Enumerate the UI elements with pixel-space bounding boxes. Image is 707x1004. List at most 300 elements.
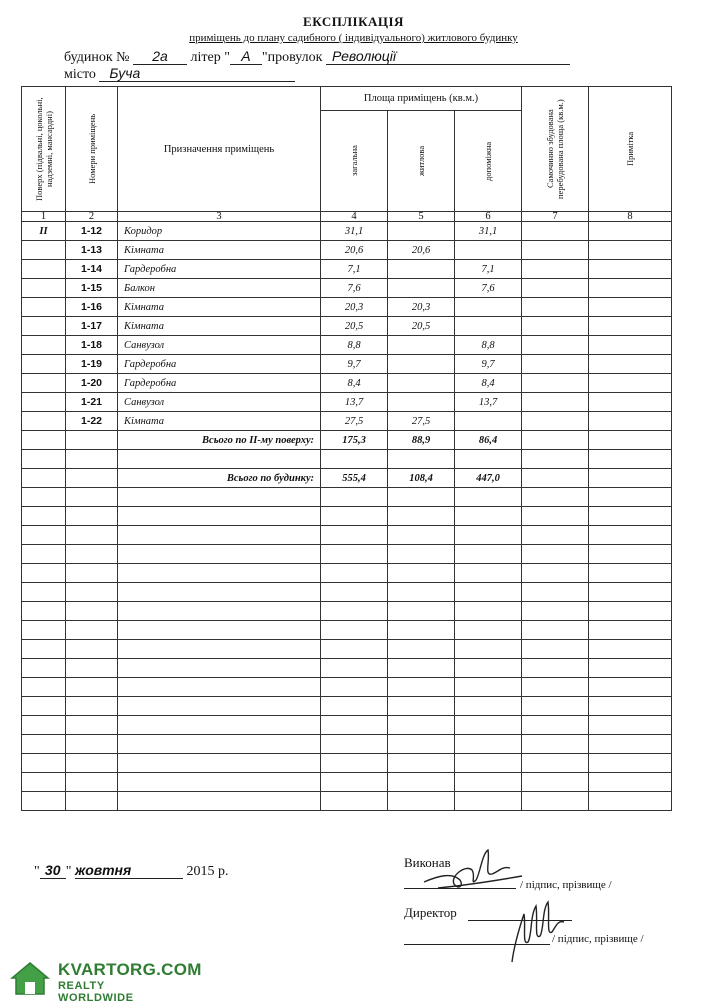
- room-number-cell: 1-17: [66, 317, 118, 336]
- empty-row: [22, 792, 672, 811]
- empty-cell: [589, 697, 672, 716]
- empty-cell: [388, 678, 455, 697]
- empty-cell: [66, 754, 118, 773]
- empty-cell: [589, 792, 672, 811]
- empty-cell: [522, 450, 589, 469]
- total-area-cell: 20,3: [321, 298, 388, 317]
- empty-cell: [388, 773, 455, 792]
- empty-row: [22, 488, 672, 507]
- empty-cell: [66, 583, 118, 602]
- executor-signature: [418, 846, 528, 898]
- empty-cell: [22, 640, 66, 659]
- empty-cell: [589, 678, 672, 697]
- empty-cell: [321, 716, 388, 735]
- empty-cell: [22, 602, 66, 621]
- empty-cell: [118, 697, 321, 716]
- empty-cell: [455, 488, 522, 507]
- empty-cell: [455, 754, 522, 773]
- total-area-cell: 20,5: [321, 317, 388, 336]
- empty-cell: [321, 792, 388, 811]
- empty-cell: [118, 659, 321, 678]
- room-purpose-cell: Балкон: [118, 279, 321, 298]
- document-subtitle: приміщень до плану садибного ( індивідуального) житлового будинку: [189, 32, 518, 44]
- empty-cell: [321, 450, 388, 469]
- empty-cell: [321, 735, 388, 754]
- room-purpose-cell: Кімната: [118, 317, 321, 336]
- empty-cell: [22, 659, 66, 678]
- aux-area-cell: 8,8: [455, 336, 522, 355]
- explication-table: [21, 86, 672, 811]
- empty-cell: [22, 450, 66, 469]
- total-area-cell: 8,8: [321, 336, 388, 355]
- note-cell: [589, 393, 672, 412]
- empty-cell: [388, 507, 455, 526]
- empty-cell: [22, 697, 66, 716]
- empty-cell: [388, 545, 455, 564]
- col-note-header: Примітка: [589, 87, 672, 212]
- aux-area-cell: 31,1: [455, 222, 522, 241]
- empty-cell: [321, 564, 388, 583]
- empty-cell: [589, 545, 672, 564]
- empty-row: [22, 659, 672, 678]
- floor-cell: [22, 336, 66, 355]
- empty-cell: [455, 678, 522, 697]
- empty-row: [22, 640, 672, 659]
- empty-cell: [321, 754, 388, 773]
- empty-row: [22, 773, 672, 792]
- floor-cell: [22, 317, 66, 336]
- living-area-cell: 20,6: [388, 241, 455, 260]
- column-number-row: [22, 212, 672, 222]
- room-number-cell: 1-12: [66, 222, 118, 241]
- table-row: [22, 298, 672, 317]
- col-number: 5: [388, 212, 455, 222]
- empty-cell: [388, 754, 455, 773]
- empty-cell: [388, 602, 455, 621]
- empty-row: [22, 564, 672, 583]
- empty-cell: [321, 583, 388, 602]
- room-number-cell: 1-15: [66, 279, 118, 298]
- document-title: ЕКСПЛІКАЦІЯ: [303, 14, 404, 29]
- table-header-row: [22, 87, 672, 111]
- total-area-cell: 8,4: [321, 374, 388, 393]
- empty-cell: [66, 773, 118, 792]
- note-cell: [589, 222, 672, 241]
- empty-cell: [522, 621, 589, 640]
- empty-cell: [388, 716, 455, 735]
- unauthorized-area-cell: [522, 431, 589, 450]
- empty-cell: [66, 450, 118, 469]
- empty-cell: [455, 640, 522, 659]
- empty-cell: [66, 697, 118, 716]
- aux-area-cell: 7,6: [455, 279, 522, 298]
- living-area-cell: [388, 393, 455, 412]
- floor-cell: [22, 298, 66, 317]
- room-purpose-cell: Гардеробна: [118, 260, 321, 279]
- aux-area-cell: 7,1: [455, 260, 522, 279]
- living-area-cell: [388, 374, 455, 393]
- empty-cell: [388, 450, 455, 469]
- empty-cell: [66, 792, 118, 811]
- floor-cell: [22, 260, 66, 279]
- empty-cell: [22, 754, 66, 773]
- empty-cell: [455, 507, 522, 526]
- empty-cell: [522, 735, 589, 754]
- empty-cell: [22, 792, 66, 811]
- total-area-cell: 555,4: [321, 469, 388, 488]
- room-number-cell: 1-13: [66, 241, 118, 260]
- city-label: місто: [64, 67, 96, 82]
- note-cell: [589, 431, 672, 450]
- unauthorized-area-cell: [522, 393, 589, 412]
- unauthorized-area-cell: [522, 469, 589, 488]
- col-living-header: житлова: [388, 111, 455, 212]
- empty-cell: [522, 716, 589, 735]
- empty-cell: [522, 640, 589, 659]
- empty-row: [22, 716, 672, 735]
- col-unauthorized-header: Самочинно збудована перебудована площа (кв.м.): [522, 87, 589, 212]
- floor-cell: [22, 355, 66, 374]
- empty-cell: [66, 640, 118, 659]
- aux-area-cell: [455, 317, 522, 336]
- empty-cell: [522, 488, 589, 507]
- empty-cell: [455, 564, 522, 583]
- table-row: [22, 260, 672, 279]
- aux-area-cell: [455, 241, 522, 260]
- col-number: 7: [522, 212, 589, 222]
- empty-cell: [455, 716, 522, 735]
- floor-total-row: [22, 431, 672, 450]
- lane-value: Революції: [326, 48, 570, 65]
- empty-cell: [22, 716, 66, 735]
- empty-cell: [321, 545, 388, 564]
- floor-cell: II: [22, 222, 66, 241]
- empty-cell: [321, 621, 388, 640]
- empty-row: [22, 754, 672, 773]
- empty-cell: [522, 678, 589, 697]
- executor-label: Виконав: [404, 855, 451, 870]
- empty-cell: [22, 545, 66, 564]
- empty-cell: [66, 602, 118, 621]
- date-month: жовтня: [75, 862, 183, 879]
- empty-cell: [522, 602, 589, 621]
- empty-cell: [589, 488, 672, 507]
- empty-cell: [118, 450, 321, 469]
- total-area-cell: 27,5: [321, 412, 388, 431]
- total-area-cell: 175,3: [321, 431, 388, 450]
- unauthorized-area-cell: [522, 279, 589, 298]
- empty-row: [22, 735, 672, 754]
- room-number-cell: [66, 431, 118, 450]
- empty-cell: [589, 659, 672, 678]
- empty-cell: [118, 564, 321, 583]
- empty-cell: [388, 621, 455, 640]
- empty-cell: [66, 526, 118, 545]
- address-line: [64, 48, 570, 66]
- city-line: [64, 65, 295, 83]
- living-area-cell: [388, 222, 455, 241]
- empty-cell: [388, 792, 455, 811]
- empty-cell: [589, 602, 672, 621]
- empty-cell: [522, 697, 589, 716]
- table-row: [22, 222, 672, 241]
- empty-cell: [66, 564, 118, 583]
- empty-cell: [118, 526, 321, 545]
- empty-cell: [118, 545, 321, 564]
- table-row: [22, 393, 672, 412]
- unauthorized-area-cell: [522, 241, 589, 260]
- city-value: Буча: [99, 65, 295, 82]
- empty-cell: [522, 659, 589, 678]
- room-number-cell: 1-21: [66, 393, 118, 412]
- date-year: 2015 р.: [186, 864, 229, 879]
- empty-cell: [455, 526, 522, 545]
- empty-cell: [589, 716, 672, 735]
- area-group-header: Площа приміщень (кв.м.): [321, 87, 522, 111]
- watermark-logo: [10, 960, 202, 1004]
- aux-area-cell: 13,7: [455, 393, 522, 412]
- empty-cell: [388, 659, 455, 678]
- empty-cell: [118, 792, 321, 811]
- room-number-cell: 1-14: [66, 260, 118, 279]
- empty-cell: [455, 545, 522, 564]
- empty-cell: [589, 640, 672, 659]
- empty-cell: [22, 735, 66, 754]
- empty-cell: [22, 678, 66, 697]
- table-row: [22, 336, 672, 355]
- room-purpose-cell: Санвузол: [118, 393, 321, 412]
- col-number: 6: [455, 212, 522, 222]
- note-cell: [589, 317, 672, 336]
- empty-cell: [118, 754, 321, 773]
- room-number-cell: 1-22: [66, 412, 118, 431]
- empty-cell: [118, 640, 321, 659]
- empty-cell: [321, 602, 388, 621]
- total-area-cell: 31,1: [321, 222, 388, 241]
- note-cell: [589, 469, 672, 488]
- total-area-cell: 7,6: [321, 279, 388, 298]
- col-purpose-header: Призначення приміщень: [118, 87, 321, 212]
- total-area-cell: 20,6: [321, 241, 388, 260]
- empty-cell: [455, 792, 522, 811]
- empty-cell: [589, 526, 672, 545]
- empty-row: [22, 602, 672, 621]
- empty-cell: [589, 621, 672, 640]
- empty-cell: [589, 507, 672, 526]
- empty-cell: [321, 678, 388, 697]
- watermark-main: KVARTORG.COM: [58, 960, 202, 979]
- empty-cell: [66, 678, 118, 697]
- note-cell: [589, 374, 672, 393]
- empty-cell: [455, 659, 522, 678]
- empty-cell: [589, 450, 672, 469]
- living-area-cell: 20,5: [388, 317, 455, 336]
- table-row: [22, 412, 672, 431]
- empty-cell: [321, 773, 388, 792]
- empty-cell: [522, 545, 589, 564]
- empty-cell: [66, 507, 118, 526]
- empty-cell: [118, 773, 321, 792]
- note-cell: [589, 279, 672, 298]
- room-purpose-cell: Санвузол: [118, 336, 321, 355]
- empty-cell: [118, 621, 321, 640]
- unauthorized-area-cell: [522, 412, 589, 431]
- empty-cell: [321, 659, 388, 678]
- floor-cell: [22, 431, 66, 450]
- room-number-cell: 1-16: [66, 298, 118, 317]
- empty-cell: [66, 545, 118, 564]
- empty-cell: [321, 640, 388, 659]
- empty-cell: [455, 735, 522, 754]
- note-cell: [589, 241, 672, 260]
- living-area-cell: 108,4: [388, 469, 455, 488]
- empty-cell: [589, 735, 672, 754]
- empty-cell: [118, 602, 321, 621]
- col-floor-header: Поверх (підвальні, цокольні, надземні, мансардні): [22, 87, 66, 212]
- empty-cell: [522, 792, 589, 811]
- room-purpose-cell: Гардеробна: [118, 355, 321, 374]
- empty-cell: [522, 583, 589, 602]
- table-row: [22, 355, 672, 374]
- total-area-cell: 9,7: [321, 355, 388, 374]
- living-area-cell: [388, 336, 455, 355]
- room-number-cell: 1-19: [66, 355, 118, 374]
- empty-cell: [118, 488, 321, 507]
- empty-cell: [22, 488, 66, 507]
- empty-cell: [118, 735, 321, 754]
- empty-cell: [321, 507, 388, 526]
- unauthorized-area-cell: [522, 298, 589, 317]
- empty-cell: [388, 735, 455, 754]
- unauthorized-area-cell: [522, 374, 589, 393]
- total-label-cell: Всього по II-му поверху:: [118, 431, 321, 450]
- note-cell: [589, 412, 672, 431]
- empty-cell: [118, 716, 321, 735]
- table-row: [22, 279, 672, 298]
- empty-cell: [455, 697, 522, 716]
- aux-area-cell: [455, 298, 522, 317]
- empty-cell: [118, 583, 321, 602]
- empty-cell: [66, 716, 118, 735]
- empty-cell: [455, 602, 522, 621]
- unauthorized-area-cell: [522, 317, 589, 336]
- col-number: 4: [321, 212, 388, 222]
- aux-area-cell: 8,4: [455, 374, 522, 393]
- note-cell: [589, 355, 672, 374]
- empty-cell: [455, 773, 522, 792]
- empty-cell: [118, 678, 321, 697]
- empty-cell: [22, 526, 66, 545]
- empty-cell: [118, 507, 321, 526]
- director-label: Директор: [404, 905, 457, 920]
- empty-cell: [22, 773, 66, 792]
- unauthorized-area-cell: [522, 355, 589, 374]
- unauthorized-area-cell: [522, 222, 589, 241]
- unauthorized-area-cell: [522, 336, 589, 355]
- living-area-cell: [388, 355, 455, 374]
- col-number: 2: [66, 212, 118, 222]
- empty-cell: [522, 526, 589, 545]
- empty-cell: [455, 450, 522, 469]
- empty-row: [22, 621, 672, 640]
- table-row: [22, 241, 672, 260]
- executor-caption: / підпис, прізвище /: [520, 879, 612, 891]
- col-number: 3: [118, 212, 321, 222]
- aux-area-cell: 447,0: [455, 469, 522, 488]
- room-purpose-cell: Кімната: [118, 412, 321, 431]
- empty-row: [22, 545, 672, 564]
- building-total-row: [22, 469, 672, 488]
- empty-cell: [22, 583, 66, 602]
- floor-cell: [22, 374, 66, 393]
- empty-cell: [388, 488, 455, 507]
- empty-row: [22, 583, 672, 602]
- floor-cell: [22, 241, 66, 260]
- empty-cell: [455, 621, 522, 640]
- house-label: будинок №: [64, 50, 130, 65]
- empty-cell: [388, 697, 455, 716]
- empty-row: [22, 526, 672, 545]
- col-number-header: Номери приміщень: [66, 87, 118, 212]
- room-number-cell: 1-20: [66, 374, 118, 393]
- empty-cell: [589, 583, 672, 602]
- empty-cell: [22, 621, 66, 640]
- document-date: " 30 " жовтня 2015 р.: [34, 862, 229, 879]
- room-purpose-cell: Кімната: [118, 241, 321, 260]
- empty-row: [22, 507, 672, 526]
- empty-cell: [321, 488, 388, 507]
- note-cell: [589, 336, 672, 355]
- empty-cell: [388, 564, 455, 583]
- note-cell: [589, 298, 672, 317]
- liter-label: літер ": [190, 50, 230, 65]
- living-area-cell: 88,9: [388, 431, 455, 450]
- total-area-cell: 13,7: [321, 393, 388, 412]
- room-number-cell: [66, 469, 118, 488]
- empty-cell: [388, 640, 455, 659]
- empty-cell: [22, 564, 66, 583]
- house-icon: [10, 960, 50, 996]
- aux-area-cell: 9,7: [455, 355, 522, 374]
- empty-cell: [522, 754, 589, 773]
- empty-row: [22, 678, 672, 697]
- empty-cell: [388, 583, 455, 602]
- director-signature: [500, 896, 570, 968]
- empty-cell: [388, 526, 455, 545]
- empty-cell: [589, 773, 672, 792]
- living-area-cell: 20,3: [388, 298, 455, 317]
- empty-cell: [321, 697, 388, 716]
- empty-cell: [589, 754, 672, 773]
- room-purpose-cell: Кімната: [118, 298, 321, 317]
- empty-cell: [66, 488, 118, 507]
- unauthorized-area-cell: [522, 260, 589, 279]
- aux-area-cell: 86,4: [455, 431, 522, 450]
- empty-cell: [22, 507, 66, 526]
- floor-cell: [22, 469, 66, 488]
- room-number-cell: 1-18: [66, 336, 118, 355]
- table-row: [22, 317, 672, 336]
- empty-cell: [455, 583, 522, 602]
- director-caption: / підпис, прізвище /: [552, 933, 644, 945]
- total-label-cell: Всього по будинку:: [118, 469, 321, 488]
- floor-cell: [22, 412, 66, 431]
- room-purpose-cell: Коридор: [118, 222, 321, 241]
- empty-row: [22, 697, 672, 716]
- room-purpose-cell: Гардеробна: [118, 374, 321, 393]
- empty-cell: [522, 507, 589, 526]
- table-row: [22, 374, 672, 393]
